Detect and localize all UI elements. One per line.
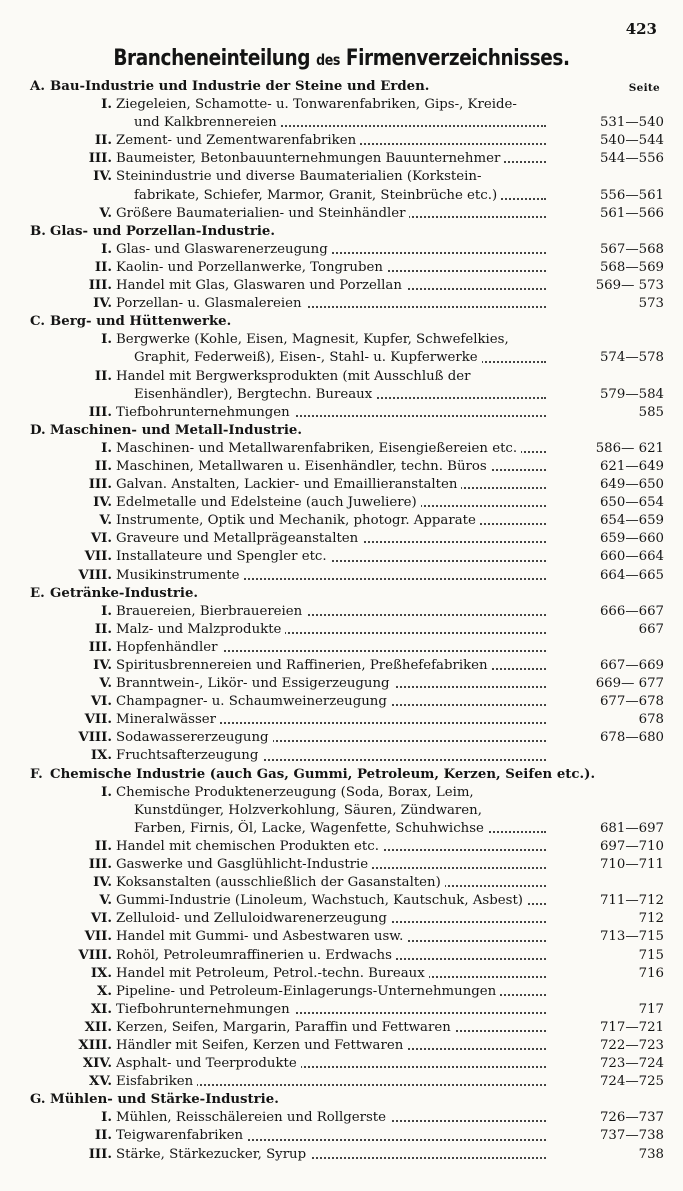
entry-label: Instrumente, Optik und Mechanik, photogr. Apparate xyxy=(116,513,480,528)
entry-number: I. xyxy=(101,1110,112,1126)
entry-label: Maschinen- und Metallwarenfabriken, Eisengießereien etc. xyxy=(116,441,521,456)
entry-label: Händler mit Seifen, Kerzen und Fettwaren xyxy=(116,1038,407,1053)
entry-number: I. xyxy=(101,603,112,619)
toc-entry xyxy=(30,711,664,729)
entry-text xyxy=(116,747,664,765)
page-range: 697—710 xyxy=(556,838,664,856)
entry-label: Stärke, Stärkezucker, Syrup xyxy=(116,1147,310,1162)
entry-label: Galvan. Anstalten, Lackier- und Emaillieranstalten xyxy=(116,477,461,492)
entry-label: Handel mit Glas, Glaswaren und Porzellan xyxy=(116,278,406,293)
page-range: 573 xyxy=(556,295,664,313)
entry-label: Eisfabriken xyxy=(116,1074,197,1089)
section-letter: D. xyxy=(30,422,46,438)
toc-entry xyxy=(30,1109,664,1127)
entry-label: Handel mit chemischen Produkten etc. xyxy=(116,839,383,854)
section-letter: E. xyxy=(30,585,45,601)
entry-number: IV. xyxy=(93,296,112,312)
section-title: Chemische Industrie (auch Gas, Gummi, Petroleum, Kerzen, Seifen etc.). xyxy=(50,766,596,782)
entry-number: V. xyxy=(99,676,112,692)
entry-label: Mineralwässer xyxy=(116,712,220,727)
entry-label: Porzellan- u. Glasmalereien xyxy=(116,296,306,311)
toc-entry xyxy=(30,1019,664,1037)
toc-entry xyxy=(30,910,664,928)
toc-entry xyxy=(30,512,664,530)
section-heading xyxy=(30,1091,664,1109)
toc-entry xyxy=(30,295,664,313)
toc-entry xyxy=(30,241,664,259)
toc-entry xyxy=(30,494,664,512)
entry-label: Sodawassererzeugung xyxy=(116,730,273,745)
page-range: 667—669 xyxy=(556,657,664,675)
toc-entry-continuation xyxy=(30,386,664,404)
toc-entry xyxy=(30,639,664,657)
entry-number: IV. xyxy=(93,658,112,673)
entry-number: XIII. xyxy=(78,1037,112,1053)
entry-number: III. xyxy=(88,1146,112,1162)
entry-label: Zelluloid- und Zelluloidwarenerzeugung xyxy=(116,911,391,926)
entry-number: III. xyxy=(88,857,112,873)
entry-label: Hopfenhändler xyxy=(116,640,222,655)
entry-label: Rohöl, Petroleumraffinerien u. Erdwachs xyxy=(116,948,396,963)
section-heading xyxy=(30,422,664,440)
entry-label: Zement- und Zementwarenfabriken xyxy=(116,133,360,148)
title-part-2: Firmenverzeichnisses. xyxy=(345,46,570,71)
entry-label: Chemische Produktenerzeugung (Soda, Borax, Leim, xyxy=(116,785,478,800)
page-range: 681—697 xyxy=(556,820,664,838)
toc-entry xyxy=(30,476,664,494)
page-range: 567—568 xyxy=(556,241,664,259)
toc-entry xyxy=(30,874,664,892)
toc-entry xyxy=(30,168,664,186)
page-range: 544—556 xyxy=(556,150,664,168)
toc-entry xyxy=(30,1001,664,1019)
entry-number: II. xyxy=(94,368,112,384)
entry-number: II. xyxy=(94,1128,112,1144)
entry-label: Baumeister, Betonbauunternehmungen Bauunternehmer xyxy=(116,151,504,166)
entry-number: VI. xyxy=(90,694,112,710)
entry-label: Bergwerke (Kohle, Eisen, Magnesit, Kupfer, Schwefelkies, xyxy=(116,332,513,347)
entry-number: IV. xyxy=(93,495,112,511)
entry-number: VIII. xyxy=(78,730,112,746)
entry-label: Maschinen, Metallwaren u. Eisenhändler, techn. Büros xyxy=(116,459,491,474)
entry-text xyxy=(116,331,664,349)
section-title: Berg- und Hüttenwerke. xyxy=(50,314,232,330)
page-range: 531—540 xyxy=(556,114,664,132)
entry-label: Größere Baumaterialien- und Steinhändler xyxy=(116,206,409,221)
entry-label: Champagner- u. Schaumweinerzeugung xyxy=(116,694,391,709)
entry-number: VII. xyxy=(84,549,112,565)
section-letter: B. xyxy=(30,223,46,239)
entry-label: Gaswerke und Gasglühlicht-Industrie xyxy=(116,857,372,872)
page-range: 678—680 xyxy=(556,729,664,747)
page-range: 737—738 xyxy=(556,1127,664,1145)
page-number: 423 xyxy=(625,20,657,38)
entry-number: III. xyxy=(88,404,112,420)
page-range: 716 xyxy=(556,965,664,983)
toc-entry xyxy=(30,729,664,747)
entry-label: Gummi-Industrie (Linoleum, Wachstuch, Kautschuk, Asbest) xyxy=(116,893,527,908)
toc-entry-continuation xyxy=(30,802,664,820)
entry-label: Fruchtsafterzeugung xyxy=(116,748,262,763)
toc-entry xyxy=(30,548,664,566)
entry-label: Ziegeleien, Schamotte- u. Tonwarenfabriken, Gips-, Kreide- xyxy=(116,97,521,112)
section-letter: G. xyxy=(30,1092,46,1108)
entry-label: Branntwein-, Likör- und Essigerzeugung xyxy=(116,676,394,691)
entry-label: Steinindustrie und diverse Baumaterialien (Korkstein- xyxy=(116,169,485,184)
entry-label: Tiefbohrunternehmungen xyxy=(116,1002,294,1017)
entry-number: VIII. xyxy=(78,567,112,583)
toc-entry xyxy=(30,621,664,639)
entry-number: VI. xyxy=(90,531,112,547)
page-range: 711—712 xyxy=(556,892,664,910)
section-letter: A. xyxy=(30,79,45,94)
entry-number: II. xyxy=(94,621,112,637)
entry-label: Eisenhändler), Bergtechn. Bureaux xyxy=(134,387,376,402)
seite-column-label: Seite xyxy=(628,82,660,94)
toc-entry xyxy=(30,404,664,422)
entry-text xyxy=(116,874,664,892)
entry-text xyxy=(116,983,664,1001)
entry-text xyxy=(134,802,664,820)
page-range: 712 xyxy=(556,910,664,928)
toc-entry xyxy=(30,1146,664,1164)
page-range: 579—584 xyxy=(556,386,664,404)
entry-number: XII. xyxy=(84,1019,112,1035)
entry-label: Pipeline- und Petroleum-Einlagerungs-Unternehmungen xyxy=(116,984,500,999)
toc-entry xyxy=(30,675,664,693)
entry-label: Malz- und Malzprodukte xyxy=(116,622,285,637)
page-range: 585 xyxy=(556,404,664,422)
page-range: 713—715 xyxy=(556,928,664,946)
entry-number: I. xyxy=(101,241,112,257)
entry-label: Teigwarenfabriken xyxy=(116,1128,247,1143)
entry-number: I. xyxy=(101,97,112,113)
entry-number: II. xyxy=(94,133,112,149)
entry-number: II. xyxy=(94,259,112,275)
entry-label: Tiefbohrunternehmungen xyxy=(116,405,294,420)
section-heading xyxy=(30,78,664,96)
toc-entry xyxy=(30,603,664,621)
entry-label: Brauereien, Bierbrauereien xyxy=(116,604,306,619)
page-range: 738 xyxy=(556,1146,664,1164)
entry-number: II. xyxy=(94,838,112,854)
entry-label: Graveure und Metallprägeanstalten xyxy=(116,531,362,546)
toc-entry xyxy=(30,892,664,910)
toc-entry xyxy=(30,784,664,802)
section-letter: F. xyxy=(30,766,43,782)
toc-entry xyxy=(30,132,664,150)
entry-label: Kunstdünger, Holzverkohlung, Säuren, Zündwaren, xyxy=(134,803,486,818)
page-range: 586— 621 xyxy=(556,440,664,458)
toc-entry xyxy=(30,1127,664,1145)
entry-text xyxy=(116,96,664,114)
entry-number: V. xyxy=(99,205,112,221)
entry-number: I. xyxy=(101,440,112,456)
page-range: 717 xyxy=(556,1001,664,1019)
section-title: Maschinen- und Metall-Industrie. xyxy=(50,422,303,438)
toc-entry-continuation xyxy=(30,114,664,132)
entry-label: Koksanstalten (ausschließlich der Gasanstalten) xyxy=(116,875,445,890)
page-range: 621—649 xyxy=(556,458,664,476)
page-range: 569— 573 xyxy=(556,277,664,295)
section-heading xyxy=(30,585,664,603)
toc-entry xyxy=(30,277,664,295)
section-title: Mühlen- und Stärke-Industrie. xyxy=(50,1092,279,1108)
entry-text xyxy=(116,784,664,802)
toc-entry xyxy=(30,567,664,585)
section-heading xyxy=(30,766,664,784)
entry-number: XV. xyxy=(89,1074,112,1090)
toc-entry xyxy=(30,205,664,223)
page-range: 723—724 xyxy=(556,1055,664,1073)
page-range: 540—544 xyxy=(556,132,664,150)
entry-number: IV. xyxy=(93,875,112,891)
toc-entry xyxy=(30,838,664,856)
entry-number: XIV. xyxy=(82,1056,112,1072)
entry-label: Graphit, Federweiß), Eisen-, Stahl- u. Kupferwerke xyxy=(134,350,482,365)
toc-entry xyxy=(30,331,664,349)
toc-entry xyxy=(30,96,664,114)
page-range: 717—721 xyxy=(556,1019,664,1037)
page-range: 649—650 xyxy=(556,476,664,494)
toc-entry xyxy=(30,1073,664,1091)
page-range: 574—578 xyxy=(556,349,664,367)
entry-number: VII. xyxy=(84,929,112,945)
toc-entry xyxy=(30,657,664,675)
toc-entry xyxy=(30,1055,664,1073)
page-range: 666—667 xyxy=(556,603,664,621)
entry-number: III. xyxy=(88,477,112,493)
entry-number: X. xyxy=(97,983,112,999)
page-range: 654—659 xyxy=(556,512,664,530)
entry-label: Musikinstrumente xyxy=(116,568,243,583)
toc-entry-continuation xyxy=(30,187,664,205)
entry-label: Kerzen, Seifen, Margarin, Paraffin und Fettwaren xyxy=(116,1020,455,1035)
entry-number: III. xyxy=(88,151,112,167)
page-range: 722—723 xyxy=(556,1037,664,1055)
entry-number: VII. xyxy=(84,712,112,728)
entry-number: IX. xyxy=(90,748,112,764)
toc-entry-continuation xyxy=(30,349,664,367)
entry-number: V. xyxy=(99,893,112,909)
toc-entry-continuation xyxy=(30,820,664,838)
entry-number: IX. xyxy=(90,965,112,981)
entry-label: Handel mit Gummi- und Asbestwaren usw. xyxy=(116,929,407,944)
entry-text xyxy=(116,639,664,657)
section-heading xyxy=(30,313,664,331)
entry-label: fabrikate, Schiefer, Marmor, Granit, Steinbrüche etc.) xyxy=(134,188,501,203)
page-range: 556—561 xyxy=(556,187,664,205)
page-range: 664—665 xyxy=(556,567,664,585)
entry-number: VIII. xyxy=(78,947,112,963)
page-range: 659—660 xyxy=(556,530,664,548)
section-title: Getränke-Industrie. xyxy=(50,585,199,601)
entry-label: Edelmetalle und Edelsteine (auch Juweliere) xyxy=(116,495,421,510)
entry-number: III. xyxy=(88,639,112,655)
title-part-1: Brancheneinteilung xyxy=(113,46,311,71)
entry-label: Installateure und Spengler etc. xyxy=(116,549,331,564)
entry-label: Spiritusbrennereien und Raffinerien, Preßhefefabriken xyxy=(116,658,492,673)
page-range: 660—664 xyxy=(556,548,664,566)
section-title: Bau-Industrie und Industrie der Steine und Erden. xyxy=(50,79,430,94)
entry-number: XI. xyxy=(90,1001,112,1017)
entry-label: und Kalkbrennereien xyxy=(134,115,281,130)
entry-number: II. xyxy=(94,458,112,474)
page-range: 715 xyxy=(556,947,664,965)
toc-entry xyxy=(30,1037,664,1055)
entry-label: Handel mit Petroleum, Petrol.-techn. Bureaux xyxy=(116,966,429,981)
table-of-contents xyxy=(30,78,664,1164)
section-heading xyxy=(30,223,664,241)
toc-entry xyxy=(30,440,664,458)
page-range: 561—566 xyxy=(556,205,664,223)
entry-text xyxy=(116,168,664,186)
page-range: 568—569 xyxy=(556,259,664,277)
entry-label: Farben, Firnis, Öl, Lacke, Wagenfette, Schuhwichse xyxy=(134,821,488,836)
section-letter: C. xyxy=(30,314,45,330)
entry-number: I. xyxy=(101,332,112,348)
entry-label: Kaolin- und Porzellanwerke, Tongruben xyxy=(116,260,387,275)
toc-entry xyxy=(30,368,664,386)
entry-label: Asphalt- und Teerprodukte xyxy=(116,1056,301,1071)
entry-label: Glas- und Glaswarenerzeugung xyxy=(116,242,332,257)
toc-entry xyxy=(30,458,664,476)
toc-entry xyxy=(30,947,664,965)
page-range: 726—737 xyxy=(556,1109,664,1127)
toc-entry xyxy=(30,693,664,711)
toc-entry xyxy=(30,530,664,548)
page-range: 724—725 xyxy=(556,1073,664,1091)
page-range: 650—654 xyxy=(556,494,664,512)
toc-entry xyxy=(30,965,664,983)
page-range: 669— 677 xyxy=(556,675,664,693)
entry-number: I. xyxy=(101,784,112,800)
section-title: Glas- und Porzellan-Industrie. xyxy=(50,223,275,239)
toc-entry xyxy=(30,856,664,874)
page-range: 667 xyxy=(556,621,664,639)
toc-entry xyxy=(30,928,664,946)
page-range: 678 xyxy=(556,711,664,729)
toc-entry xyxy=(30,983,664,1001)
entry-number: IV. xyxy=(93,169,112,185)
page-range: 710—711 xyxy=(556,856,664,874)
entry-label: Mühlen, Reisschälereien und Rollgerste xyxy=(116,1110,390,1125)
entry-number: VI. xyxy=(90,911,112,927)
page-range: 677—678 xyxy=(556,693,664,711)
toc-entry xyxy=(30,747,664,765)
entry-number: V. xyxy=(99,513,112,529)
toc-entry xyxy=(30,150,664,168)
title-connector: des xyxy=(316,51,340,69)
entry-text xyxy=(116,368,664,386)
page-title xyxy=(55,46,629,71)
entry-label: Handel mit Bergwerksprodukten (mit Ausschluß der xyxy=(116,369,475,384)
entry-number: III. xyxy=(88,278,112,294)
toc-entry xyxy=(30,259,664,277)
